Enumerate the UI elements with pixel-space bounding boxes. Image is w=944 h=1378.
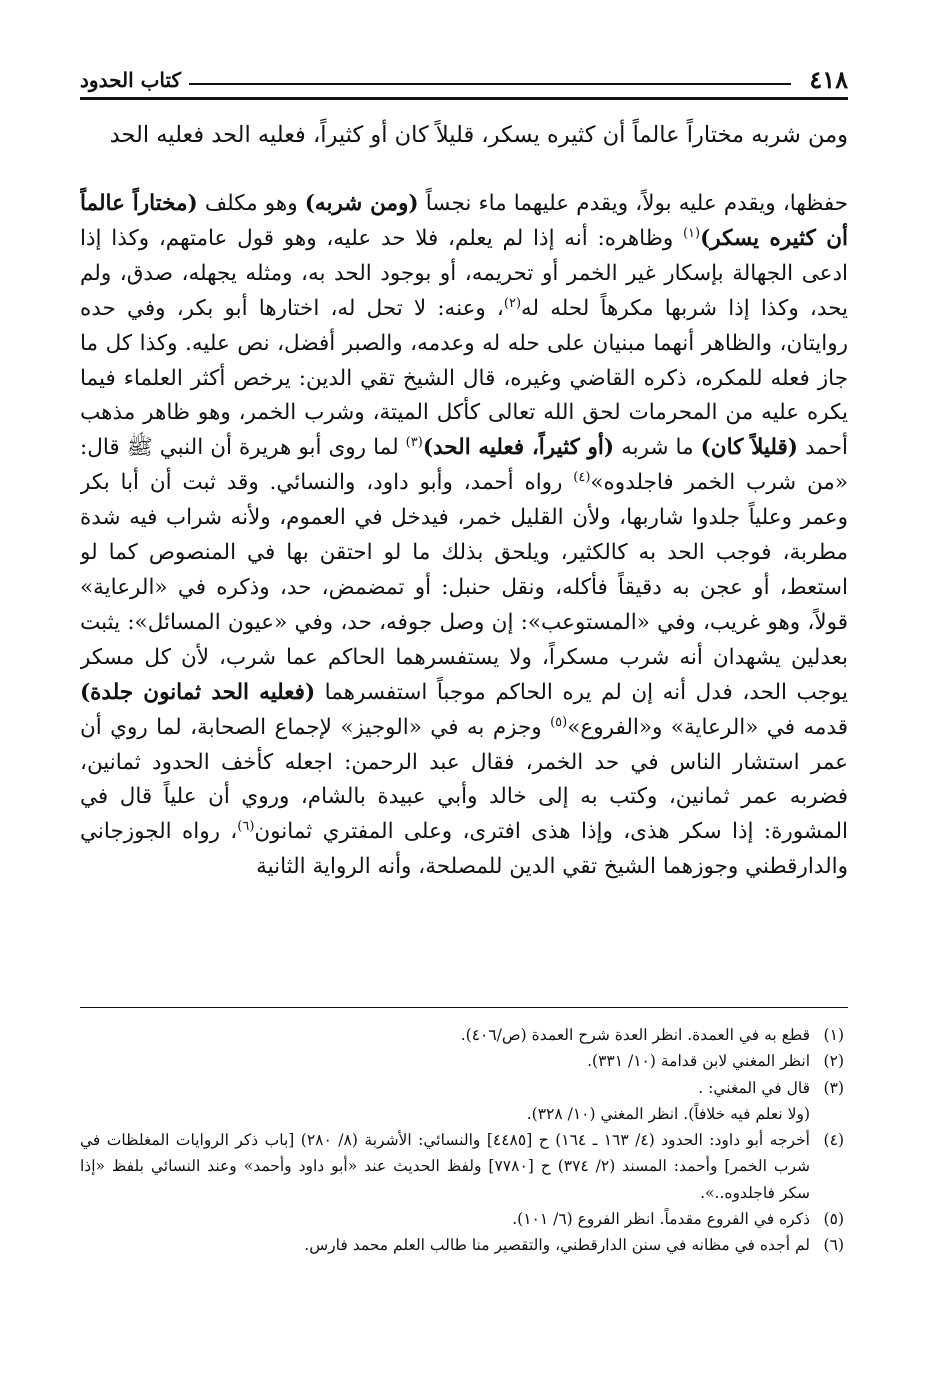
matn-quote: (مختاراً عالماً أن كثيره يسكر): [80, 191, 848, 251]
text-run: رواه أحمد، وأبو داود، والنسائي. وقد ثبت أن أبا بكر وعمر وعلياً جلدوا شاربها، ولأن القليل خمر، فيدخل في العموم، ولأنه شراب فيه شدة مطربة، فوجب الحد به كالكثير، ويلحق بذلك ما لو احتقن بها في المنصوص كما لو استعط، أو عجن به دقيقاً فأكله، ونقل حنبل: أو تمضمض، حد، وذكره في «الرعاية» قولاً، وهو غريب، وفي «المستوعب»: إن وصل جوفه، حد، وفي «عيون المسائل»: يثبت بعدلين يشهدان أنه شرب مسكراً، ولا يستفسرهما الحاكم عما شرب، لأن كل مسكر يوجب الحد، فدل أنه إن لم يره الحاكم موجباً استفسرهما: [80, 470, 848, 705]
footnote-text: [80, 1075, 810, 1128]
matn-quote: (ومن شربه): [304, 191, 419, 216]
commentary-text: [80, 187, 848, 990]
footnote-ref: (١): [682, 225, 701, 241]
footnote-line: قال في المغني: .: [698, 1078, 810, 1097]
book-title: كتاب الحدود: [80, 68, 182, 92]
text-run: ، رواه الجوزجاني والدارقطني وجوزهما الشيخ تقي الدين للمصلحة، وأنه الرواية الثانية: [80, 819, 848, 880]
footnote: [80, 1232, 844, 1258]
footnote-ref: (٦): [237, 819, 255, 835]
footnote-ref: (٢): [503, 295, 522, 311]
footnote-line: (ولا نعلم فيه خلافاً). انظر المغني (١٠/ ٣٢٨).: [526, 1104, 810, 1123]
footnotes: [80, 1022, 844, 1322]
footnote-ref: (٣): [405, 435, 423, 451]
footnote-text: انظر المغني لابن قدامة (١٠/ ٣٣١).: [587, 1052, 810, 1071]
footnote: [80, 1206, 844, 1232]
running-header: [80, 60, 848, 94]
text-run: لما روى أبو هريرة أن النبي ﷺ قال: «من شرب الخمر فاجلدوه»: [80, 435, 848, 496]
footnote-number: (٥): [823, 1210, 844, 1229]
footnote-text: أخرجه أبو داود: الحدود (٤/ ١٦٣ ـ ١٦٤) ح [٤٤٨٥] والنسائي: الأشربة (٨/ ٢٨٠) [باب ذكر الروايات المغلظات في شرب الخمر] وأحمد: المسند (٢/ ٣٧٤) ح [٧٧٨٠] ولفظ الحديث عند «أبو داود وأحمد» وعند النسائي بلفظ «إذا سكر فاجلدوه..».: [80, 1131, 810, 1202]
footnote-text: قطع به في العمدة. انظر العدة شرح العمدة (ص/٤٠٦).: [460, 1026, 810, 1044]
header-rule: [80, 97, 848, 100]
text-run: وظاهره: أنه إذا لم يعلم، فلا حد عليه، وهو قول عامتهم، وكذا إذا ادعى الجهالة بإسكار غير الخمر أو تحريمه، أو بوجود الحد به، ومثله يجهله، صدق، ولم يحد، وكذا إذا شربها مكرهاً لحله له: [80, 225, 848, 321]
footnote: [80, 1022, 844, 1048]
header-line: [189, 83, 791, 85]
text-run: ما شربه: [614, 435, 701, 461]
page-number: ٤١٨: [809, 65, 848, 94]
footnote-number: (١): [823, 1026, 844, 1044]
matn-quote: (فعليه الحد ثمانون جلدة): [80, 679, 316, 705]
footnote-ref: (٤): [573, 470, 591, 486]
footnote-ref: (٥): [550, 714, 568, 730]
matn-text: ومن شربه مختاراً عالماً أن كثيره يسكر، قليلاً كان أو كثيراً، فعليه الحد فعليه الحد: [109, 122, 848, 148]
footnote-number: (٤): [823, 1131, 844, 1150]
footnote-number: (٣): [823, 1078, 844, 1097]
commentary-paragraph: [80, 187, 848, 885]
matn-quote: (قليلاً كان): [700, 435, 798, 461]
footnote-text: ذكره في الفروع مقدماً. انظر الفروع (٦/ ١٠١).: [512, 1210, 810, 1229]
footnote-number: (٢): [823, 1052, 844, 1071]
footnote-separator: [80, 1007, 848, 1008]
text-run: ، وعنه: لا تحل له، اختارها أبو بكر، وفي حده روايتان، والظاهر أنهما مبنيان على حله له وعدمه، والصبر أفضل، نص عليه. وكذا كل ما جاز فعله للمكره، ذكره القاضي وغيره، قال الشيخ تقي الدين: يرخص أكثر العلماء فيما يكره عليه من المحرمات لحق الله تعالى كأكل الميتة، وشرب الخمر، وهو ظاهر مذهب أحمد: [80, 295, 848, 461]
footnote: [80, 1127, 844, 1206]
matn-quote: (أو كثيراً، فعليه الحد): [422, 435, 615, 461]
footnote: [80, 1048, 844, 1074]
footnote: [80, 1075, 844, 1128]
text-run: حفظها، ويقدم عليه بولاً، ويقدم عليهما ماء نجساً: [418, 191, 848, 216]
footnote-number: (٦): [823, 1236, 844, 1255]
text-run: وجزم به في «الوجيز» لإجماع الصحابة، لما روي أن عمر استشار الناس في حد الخمر، فقال عبد الرحمن: اجعله كأخف الحدود ثمانين، فضربه عمر ثمانين، وكتب به إلى خالد وأبي عبيدة بالشام، وروي أن علياً قال في المشورة: إذا سكر هذى، وإذا هذى افترى، وعلى المفتري ثمانون: [80, 714, 848, 845]
text-run: وهو مكلف: [197, 191, 305, 216]
text-run: قدمه في «الرعاية» و«الفروع»: [567, 714, 848, 740]
footnote-text: لم أجده في مظانه في سنن الدارقطني، والتقصير منا طالب العلم محمد فارس.: [304, 1236, 810, 1255]
